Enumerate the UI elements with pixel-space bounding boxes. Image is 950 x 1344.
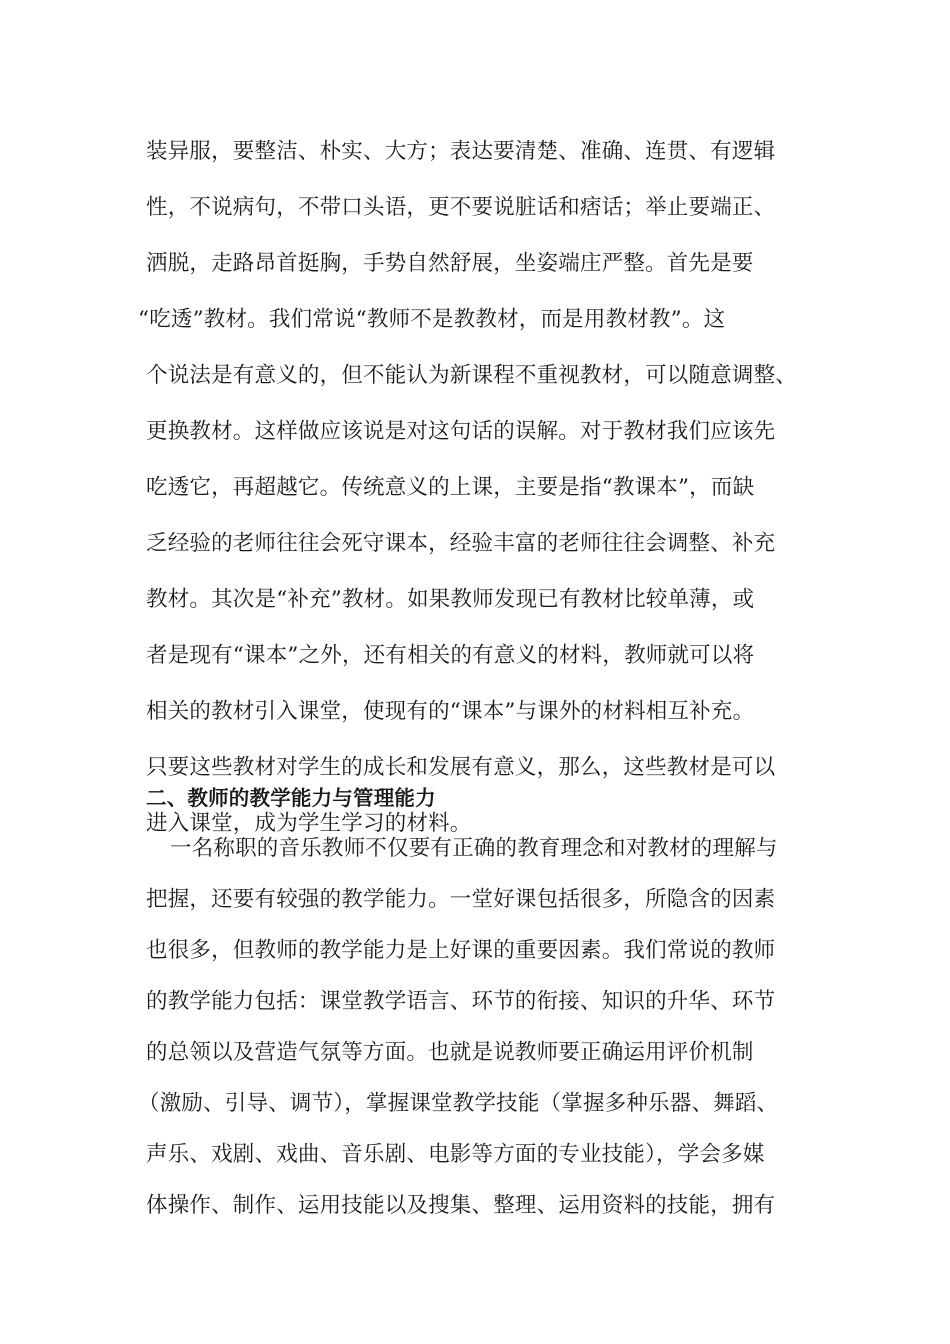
paragraph-line: 进入课堂，成为学生学习的材料。 bbox=[146, 811, 472, 836]
paragraph-line: 乏经验的老师往往会死守课本，经验丰富的老师往往会调整、补充 bbox=[146, 531, 776, 556]
paragraph-line: 把握，还要有较强的教学能力。一堂好课包括很多，所隐含的因素 bbox=[146, 887, 776, 912]
paragraph-line: 只要这些教材对学生的成长和发展有意义，那么，这些教材是可以 bbox=[146, 755, 776, 780]
paragraph-line: 个说法是有意义的，但不能认为新课程不重视教材，可以随意调整、 bbox=[146, 363, 798, 388]
paragraph-line: 的总领以及营造气氛等方面。也就是说教师要正确运用评价机制 bbox=[146, 1040, 754, 1065]
paragraph-line: 者是现有“课本”之外，还有相关的有意义的材料，教师就可以将 bbox=[146, 643, 755, 668]
paragraph-line: （激励、引导、调节），掌握课堂教学技能（掌握多种乐器、舞蹈、 bbox=[138, 1091, 779, 1116]
paragraph-line: 教材。其次是“补充”教材。如果教师发现已有教材比较单薄，或 bbox=[146, 587, 755, 612]
paragraph-line: 相关的教材引入课堂，使现有的“课本”与课外的材料相互补充。 bbox=[146, 699, 755, 724]
paragraph-2 bbox=[138, 834, 826, 1221]
paragraph-1 bbox=[138, 137, 826, 839]
paragraph-line: 的教学能力包括：课堂教学语言、环节的衔接、知识的升华、环节 bbox=[146, 989, 776, 1014]
paragraph-line: 一名称职的音乐教师不仅要有正确的教育理念和对教材的理解与 bbox=[170, 836, 778, 861]
section-heading: 二、教师的教学能力与管理能力 bbox=[146, 786, 436, 810]
paragraph-line: 装异服，要整洁、朴实、大方；表达要清楚、准确、连贯、有逻辑 bbox=[146, 139, 776, 164]
paragraph-line: 体操作、制作、运用技能以及搜集、整理、运用资料的技能，拥有 bbox=[146, 1193, 776, 1218]
paragraph-line: 声乐、戏剧、戏曲、音乐剧、电影等方面的专业技能），学会多媒 bbox=[146, 1142, 765, 1167]
section-heading-block bbox=[146, 783, 826, 813]
paragraph-line: “吃透”教材。我们常说“教师不是教教材，而是用教材教”。这 bbox=[138, 307, 726, 332]
paragraph-line: 更换教材。这样做应该说是对这句话的误解。对于教材我们应该先 bbox=[146, 419, 776, 444]
paragraph-line: 吃透它，再超越它。传统意义的上课，主要是指“教课本”，而缺 bbox=[146, 475, 755, 500]
paragraph-line: 性，不说病句，不带口头语，更不要说脏话和痞话；举止要端正、 bbox=[146, 195, 776, 220]
paragraph-line: 也很多，但教师的教学能力是上好课的重要因素。我们常说的教师 bbox=[146, 938, 776, 963]
paragraph-line: 洒脱，走路昂首挺胸，手势自然舒展，坐姿端庄严整。首先是要 bbox=[146, 251, 754, 276]
